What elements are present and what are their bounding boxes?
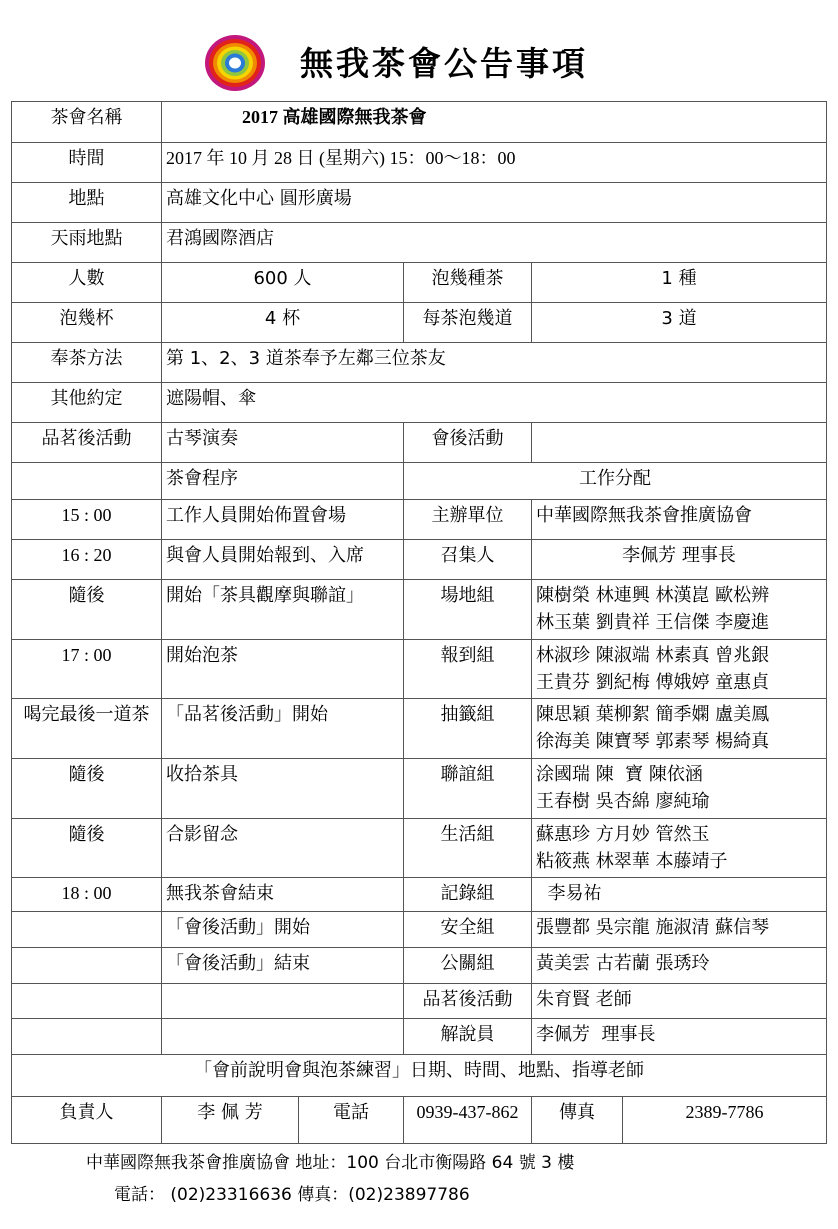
- label-other: 其他約定: [12, 383, 162, 423]
- label-people: 人數: [12, 263, 162, 303]
- notice-table: [11, 101, 827, 1144]
- row-after-activity: [12, 423, 827, 463]
- value-cups: 4 杯: [162, 303, 404, 343]
- row-other: [12, 383, 827, 423]
- program-people-line: 李易祐: [536, 883, 602, 904]
- program-task: 「品茗後活動」開始: [162, 699, 404, 759]
- program-people-line: 林淑珍 陳淑端 林素真 曾兆銀: [536, 645, 770, 666]
- program-row: [12, 540, 827, 580]
- program-people-line: 王春樹 吳杏綿 廖純瑜: [536, 791, 710, 812]
- program-people: [532, 819, 827, 878]
- program-time: 17 : 00: [12, 640, 162, 699]
- program-people: [532, 699, 827, 759]
- value-contact-person: 李 佩 芳: [162, 1097, 299, 1144]
- program-people-line: 陳樹榮 林連興 林漢崑 歐松辨: [536, 585, 770, 606]
- value-after-meeting: [532, 423, 827, 463]
- program-people: [532, 878, 827, 912]
- program-time: 隨後: [12, 819, 162, 878]
- program-row: [12, 912, 827, 948]
- program-people: [532, 500, 827, 540]
- value-serve: 第 1、2、3 道茶奉予左鄰三位茶友: [162, 343, 827, 383]
- program-task: [162, 984, 404, 1019]
- program-role: 場地組: [404, 580, 532, 640]
- program-people-line: 張豐都 吳宗龍 施淑清 蘇信琴: [536, 917, 770, 938]
- program-people-line: 林玉葉 劉貴祥 王信傑 李慶進: [536, 612, 770, 633]
- label-contact-person: 負責人: [12, 1097, 162, 1144]
- label-place: 地點: [12, 183, 162, 223]
- value-tea-name: 2017 高雄國際無我茶會: [162, 102, 827, 143]
- value-phone: 0939-437-862: [404, 1097, 532, 1144]
- program-people-line: 中華國際無我茶會推廣協會: [536, 505, 752, 526]
- row-place: [12, 183, 827, 223]
- row-people: [12, 263, 827, 303]
- footer-address: 中華國際無我茶會推廣協會 地址：100 台北市衡陽路 64 號 3 樓: [86, 1153, 575, 1173]
- footer-phone-fax: 電話： (02)23316636 傳真：(02)23897786: [114, 1185, 470, 1205]
- program-row: [12, 699, 827, 759]
- program-role: 召集人: [404, 540, 532, 580]
- program-role: 聯誼組: [404, 759, 532, 819]
- label-rain-place: 天雨地點: [12, 223, 162, 263]
- program-task: 合影留念: [162, 819, 404, 878]
- program-row: [12, 580, 827, 640]
- program-list: [12, 500, 827, 1055]
- program-people: [532, 540, 827, 580]
- program-people: [532, 1019, 827, 1055]
- page-header: [0, 0, 838, 100]
- program-time: 喝完最後一道茶: [12, 699, 162, 759]
- program-time: [12, 948, 162, 984]
- program-role: 記錄組: [404, 878, 532, 912]
- program-people-line: 陳思穎 葉柳絮 簡季嫻 盧美鳳: [536, 704, 770, 725]
- program-people: [532, 640, 827, 699]
- label-after-tasting: 品茗後活動: [12, 423, 162, 463]
- value-time: 2017 年 10 月 28 日 (星期六) 15：00～18：00: [162, 143, 827, 183]
- program-people: [532, 948, 827, 984]
- program-row: [12, 759, 827, 819]
- program-people: [532, 580, 827, 640]
- row-pre-meeting: [12, 1055, 827, 1097]
- value-rain-place: 君鴻國際酒店: [162, 223, 827, 263]
- value-people: 600 人: [162, 263, 404, 303]
- program-time: 16 : 20: [12, 540, 162, 580]
- label-tea-name: 茶會名稱: [12, 102, 162, 143]
- value-fax: 2389-7786: [623, 1097, 827, 1144]
- program-row: [12, 984, 827, 1019]
- program-people: [532, 984, 827, 1019]
- program-time: [12, 912, 162, 948]
- program-people-line: 王貴芬 劉紀梅 傅娥婷 童惠貞: [536, 672, 770, 693]
- value-brews: 3 道: [532, 303, 827, 343]
- program-people: [532, 759, 827, 819]
- program-row: [12, 878, 827, 912]
- program-row: [12, 500, 827, 540]
- program-task: [162, 1019, 404, 1055]
- program-people-line: 李佩芳 理事長: [536, 1024, 656, 1045]
- label-brews: 每茶泡幾道: [404, 303, 532, 343]
- program-role: 解說員: [404, 1019, 532, 1055]
- row-tea-name: [12, 102, 827, 143]
- program-role: 品茗後活動: [404, 984, 532, 1019]
- program-header-left: 茶會程序: [162, 463, 404, 500]
- program-role: 報到組: [404, 640, 532, 699]
- program-role: 生活組: [404, 819, 532, 878]
- program-task: 工作人員開始佈置會場: [162, 500, 404, 540]
- row-serve: [12, 343, 827, 383]
- program-task: 與會人員開始報到、入席: [162, 540, 404, 580]
- program-task: 開始泡茶: [162, 640, 404, 699]
- label-tea-kinds: 泡幾種茶: [404, 263, 532, 303]
- row-program-header: [12, 463, 827, 500]
- label-after-meeting: 會後活動: [404, 423, 532, 463]
- program-role: 安全組: [404, 912, 532, 948]
- row-rain-place: [12, 223, 827, 263]
- program-time: 15 : 00: [12, 500, 162, 540]
- row-time: [12, 143, 827, 183]
- program-row: [12, 819, 827, 878]
- program-people-line: 黃美雲 古若蘭 張琇玲: [536, 953, 710, 974]
- program-people-line: 朱育賢 老師: [536, 989, 632, 1010]
- program-header-right: 工作分配: [404, 463, 827, 500]
- value-tea-kinds: 1 種: [532, 263, 827, 303]
- program-people-line: 粘筱燕 林翠華 本藤靖子: [536, 851, 728, 872]
- value-place: 高雄文化中心 圓形廣場: [162, 183, 827, 223]
- program-time: [12, 1019, 162, 1055]
- program-task: 收拾茶具: [162, 759, 404, 819]
- value-other: 遮陽帽、傘: [162, 383, 827, 423]
- label-cups: 泡幾杯: [12, 303, 162, 343]
- program-people-line: 徐海美 陳寶琴 郭素琴 楊綺真: [536, 731, 770, 752]
- rainbow-logo-icon: [204, 34, 266, 92]
- program-task: 開始「茶具觀摩與聯誼」: [162, 580, 404, 640]
- program-people-line: 李佩芳 理事長: [622, 545, 736, 566]
- row-cups: [12, 303, 827, 343]
- label-phone: 電話: [299, 1097, 404, 1144]
- page-title: 無我茶會公告事項: [300, 44, 588, 83]
- program-people: [532, 912, 827, 948]
- program-role: 公關組: [404, 948, 532, 984]
- label-fax: 傳真: [532, 1097, 623, 1144]
- program-task: 無我茶會結束: [162, 878, 404, 912]
- program-time: 隨後: [12, 580, 162, 640]
- row-contact: [12, 1097, 827, 1144]
- program-task: 「會後活動」開始: [162, 912, 404, 948]
- label-time: 時間: [12, 143, 162, 183]
- program-row: [12, 640, 827, 699]
- program-role: 抽籤組: [404, 699, 532, 759]
- program-header-blank: [12, 463, 162, 500]
- program-time: [12, 984, 162, 1019]
- program-task: 「會後活動」結束: [162, 948, 404, 984]
- label-serve: 奉茶方法: [12, 343, 162, 383]
- program-row: [12, 948, 827, 984]
- program-people-line: 蘇惠珍 方月妙 管然玉: [536, 824, 710, 845]
- program-people-line: 涂國瑞 陳 寶 陳依涵: [536, 764, 703, 785]
- program-time: 18 : 00: [12, 878, 162, 912]
- program-time: 隨後: [12, 759, 162, 819]
- program-row: [12, 1019, 827, 1055]
- value-after-tasting: 古琴演奏: [162, 423, 404, 463]
- program-role: 主辦單位: [404, 500, 532, 540]
- pre-meeting-text: 「會前說明會與泡茶練習」日期、時間、地點、指導老師: [12, 1055, 827, 1097]
